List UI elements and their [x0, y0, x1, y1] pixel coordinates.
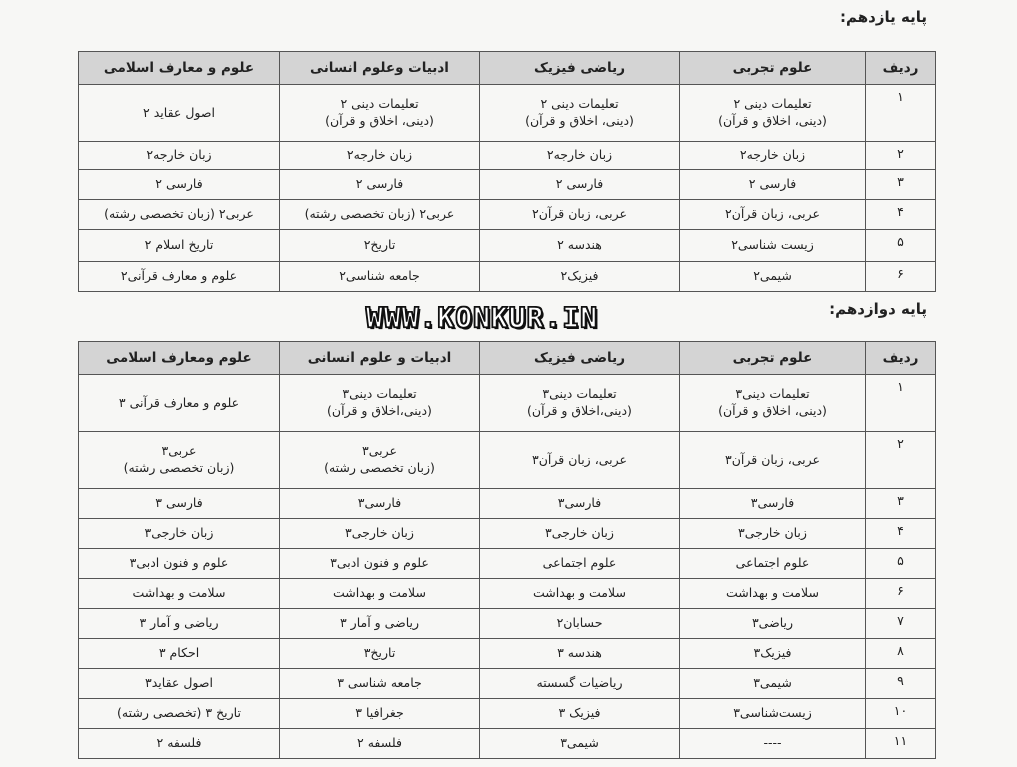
table-row: [79, 669, 936, 699]
table-cell: [280, 432, 480, 489]
watermark-logo: WWW.KONKUR.IN: [365, 301, 599, 334]
col-header-math-physics: ریاضی فیزیک: [480, 342, 680, 375]
cell-text: فیزیک۳: [753, 645, 792, 661]
cell-text: تعلیمات دینی۳: [735, 386, 810, 402]
row-number: ۵: [866, 230, 936, 262]
row-number: ۶: [866, 579, 936, 609]
table-cell: [480, 432, 680, 489]
table-cell: [280, 170, 480, 200]
cell-text: ریاضیات گسسته: [536, 675, 623, 691]
table-cell: [79, 142, 280, 170]
cell-text: ریاضی۳: [751, 615, 794, 631]
table-row: [79, 432, 936, 489]
cell-text: (دینی، اخلاق و قرآن): [718, 403, 827, 418]
cell-text: زیست‌شناسی۳: [733, 705, 812, 721]
table-cell: [280, 609, 480, 639]
table-cell: [79, 230, 280, 262]
cell-text: (دینی، اخلاق و قرآن): [325, 113, 434, 128]
table-cell: [280, 85, 480, 142]
cell-text: تعلیمات دینی ۲: [733, 96, 812, 112]
table-cell: [480, 375, 680, 432]
row-number: ۱: [866, 375, 936, 432]
table-cell: [280, 262, 480, 292]
cell-text: زبان خارجی۳: [144, 525, 214, 541]
cell-text: شیمی۲: [753, 268, 792, 284]
table-cell: [480, 519, 680, 549]
cell-text: علوم و معارف قرآنی ۳: [118, 394, 240, 410]
cell-text: سلامت و بهداشت: [533, 585, 626, 601]
cell-text: تعلیمات دینی۳: [542, 386, 617, 402]
cell-text: علوم و معارف قرآنی۲: [120, 268, 238, 284]
cell-text: اصول عقاید۳: [145, 675, 213, 691]
table-cell: [680, 579, 866, 609]
grade12-table: [78, 341, 936, 759]
table-cell: [480, 669, 680, 699]
table-cell: [480, 609, 680, 639]
cell-text: اصول عقاید ۲: [143, 104, 215, 120]
col-header-math-physics: ریاضی فیزیک: [480, 52, 680, 85]
col-header-islamic: علوم ومعارف اسلامی: [79, 342, 280, 375]
cell-text: فلسفه ۲: [357, 735, 402, 751]
grade11-table: [78, 51, 936, 292]
cell-text: زبان خارجه۲: [146, 147, 212, 163]
cell-text: فارسی۳: [750, 495, 795, 511]
cell-text: (دینی،اخلاق و قرآن): [527, 403, 632, 418]
cell-text: عربی، زبان قرآن۳: [725, 451, 820, 467]
row-number: ۵: [866, 549, 936, 579]
cell-text: تعلیمات دینی ۲: [340, 96, 419, 112]
table-cell: [79, 489, 280, 519]
cell-text: زبان خارجه۲: [346, 147, 413, 163]
table-row: [79, 375, 936, 432]
table-cell: [480, 200, 680, 230]
row-number: ۹: [866, 669, 936, 699]
cell-text: زبان خارجه۲: [739, 147, 806, 163]
cell-text: زبان خارجی۳: [345, 525, 414, 541]
table-cell: [79, 200, 280, 230]
table-cell: [79, 519, 280, 549]
table-cell: [79, 549, 280, 579]
cell-text: عربی۳: [362, 443, 397, 459]
table-cell: [680, 489, 866, 519]
cell-text: فیزیک ۳: [558, 705, 601, 721]
table-cell: [680, 609, 866, 639]
table-cell: [79, 579, 280, 609]
cell-text: علوم و فنون ادبی۳: [129, 555, 229, 571]
cell-text: تعلیمات دینی ۲: [540, 96, 619, 112]
table-row: [79, 200, 936, 230]
table-cell: [79, 170, 280, 200]
table-row: [79, 729, 936, 759]
table-cell: [280, 375, 480, 432]
table-cell: [280, 639, 480, 669]
cell-text: فارسی ۲: [355, 176, 404, 192]
col-header-humanities: ادبیات و علوم انسانی: [280, 342, 480, 375]
cell-text: جامعه شناسی ۳: [337, 675, 422, 691]
grade12-heading: پایه دوازدهم:: [829, 300, 927, 318]
table-cell: [280, 669, 480, 699]
cell-text: عربی، زبان قرآن۳: [532, 451, 627, 467]
cell-text: احکام ۳: [158, 645, 200, 661]
cell-text: شیمی۳: [753, 675, 792, 691]
table-cell: [280, 142, 480, 170]
table-cell: [280, 489, 480, 519]
table-cell: [680, 375, 866, 432]
table-row: [79, 170, 936, 200]
cell-text: (زبان تخصصی رشته): [123, 460, 235, 475]
cell-text: فارسی۳: [557, 495, 602, 511]
cell-text: عربی، زبان قرآن۲: [725, 206, 820, 222]
table-cell: [280, 549, 480, 579]
cell-text: هندسه ۲: [557, 237, 602, 253]
cell-text: هندسه ۳: [557, 645, 602, 661]
table-cell: [280, 699, 480, 729]
table-cell: [480, 729, 680, 759]
cell-text: جغرافیا ۳: [355, 705, 404, 721]
cell-text: عربی، زبان قرآن۲: [532, 206, 627, 222]
cell-text: زیست شناسی۲: [731, 237, 814, 253]
table-cell: [680, 432, 866, 489]
cell-text: فارسی۳: [357, 495, 402, 511]
table-row: [79, 579, 936, 609]
table-cell: [79, 262, 280, 292]
cell-text: جامعه شناسی۲: [339, 268, 420, 284]
grade11-heading: پایه یازدهم:: [840, 8, 927, 26]
table-row: [79, 230, 936, 262]
cell-text: ----: [763, 735, 782, 751]
cell-text: ریاضی و آمار ۳: [339, 615, 420, 631]
cell-text: تعلیمات دینی۳: [342, 386, 417, 402]
table-cell: [480, 142, 680, 170]
cell-text: سلامت و بهداشت: [132, 585, 226, 601]
table-cell: [680, 142, 866, 170]
table-cell: [480, 262, 680, 292]
table-cell: [280, 579, 480, 609]
cell-text: فارسی ۲: [155, 176, 203, 192]
table-cell: [480, 699, 680, 729]
table-cell: [280, 230, 480, 262]
table-cell: [79, 699, 280, 729]
table-row: [79, 262, 936, 292]
table-cell: [680, 85, 866, 142]
table-cell: [79, 729, 280, 759]
cell-text: (دینی، اخلاق و قرآن): [525, 113, 634, 128]
cell-text: علوم اجتماعی: [735, 555, 810, 571]
cell-text: تاریخ اسلام ۲: [144, 237, 214, 253]
col-header-humanities: ادبیات وعلوم انسانی: [280, 52, 480, 85]
table-cell: [480, 230, 680, 262]
cell-text: حسابان۲: [556, 615, 603, 631]
cell-text: (دینی،اخلاق و قرآن): [327, 403, 432, 418]
table-cell: [480, 549, 680, 579]
cell-text: عربی۳: [161, 443, 197, 459]
table-row: [79, 489, 936, 519]
col-header-experimental: علوم تجربی: [680, 52, 866, 85]
table-cell: [680, 200, 866, 230]
table-cell: [280, 200, 480, 230]
row-number: ۷: [866, 609, 936, 639]
col-header-row: ردیف: [866, 342, 936, 375]
table-row: [79, 609, 936, 639]
table-cell: [680, 230, 866, 262]
table-row: [79, 519, 936, 549]
cell-text: زبان خارجی۳: [738, 525, 807, 541]
table-row: [79, 85, 936, 142]
cell-text: فارسی ۲: [748, 176, 797, 192]
cell-text: تاریخ ۳ (تخصصی رشته): [117, 705, 241, 721]
table-cell: [680, 549, 866, 579]
table-cell: [480, 579, 680, 609]
cell-text: علوم اجتماعی: [542, 555, 617, 571]
table-row: [79, 699, 936, 729]
table-cell: [680, 519, 866, 549]
table-cell: [480, 170, 680, 200]
cell-text: فیزیک۲: [560, 268, 599, 284]
cell-text: تاریخ۲: [363, 237, 396, 253]
row-number: ۴: [866, 200, 936, 230]
cell-text: علوم و فنون ادبی۳: [330, 555, 429, 571]
row-number: ۴: [866, 519, 936, 549]
row-number: ۸: [866, 639, 936, 669]
table-row: [79, 549, 936, 579]
table-cell: [680, 170, 866, 200]
row-number: ۳: [866, 489, 936, 519]
table-cell: [79, 669, 280, 699]
table-cell: [680, 669, 866, 699]
row-number: ۶: [866, 262, 936, 292]
cell-text: عربی۲ (زبان تخصصی رشته): [104, 206, 254, 222]
table-cell: [480, 85, 680, 142]
row-number: ۱۱: [866, 729, 936, 759]
cell-text: عربی۲ (زبان تخصصی رشته): [304, 206, 455, 222]
row-number: ۳: [866, 170, 936, 200]
cell-text: زبان خارجی۳: [545, 525, 614, 541]
table-cell: [79, 639, 280, 669]
table-cell: [280, 519, 480, 549]
table-cell: [680, 639, 866, 669]
cell-text: فارسی ۲: [555, 176, 604, 192]
cell-text: شیمی۳: [560, 735, 599, 751]
table-cell: [680, 262, 866, 292]
col-header-islamic: علوم و معارف اسلامی: [79, 52, 280, 85]
cell-text: سلامت و بهداشت: [333, 585, 426, 601]
table-row: [79, 639, 936, 669]
row-number: ۱: [866, 85, 936, 142]
row-number: ۱۰: [866, 699, 936, 729]
row-number: ۲: [866, 142, 936, 170]
cell-text: (زبان تخصصی رشته): [324, 460, 435, 475]
cell-text: تاریخ۳: [363, 645, 396, 661]
cell-text: (دینی، اخلاق و قرآن): [718, 113, 827, 128]
cell-text: فارسی ۳: [155, 495, 203, 511]
table-cell: [680, 699, 866, 729]
cell-text: فلسفه ۲: [156, 735, 202, 751]
table-cell: [680, 729, 866, 759]
row-number: ۲: [866, 432, 936, 489]
col-header-experimental: علوم تجربی: [680, 342, 866, 375]
col-header-row: ردیف: [866, 52, 936, 85]
cell-text: ریاضی و آمار ۳: [139, 615, 219, 631]
cell-text: زبان خارجه۲: [546, 147, 613, 163]
table-cell: [480, 639, 680, 669]
table-cell: [79, 85, 280, 142]
table-cell: [79, 432, 280, 489]
table-cell: [480, 489, 680, 519]
table-row: [79, 142, 936, 170]
table-cell: [79, 375, 280, 432]
table-cell: [280, 729, 480, 759]
cell-text: سلامت و بهداشت: [726, 585, 819, 601]
table-cell: [79, 609, 280, 639]
